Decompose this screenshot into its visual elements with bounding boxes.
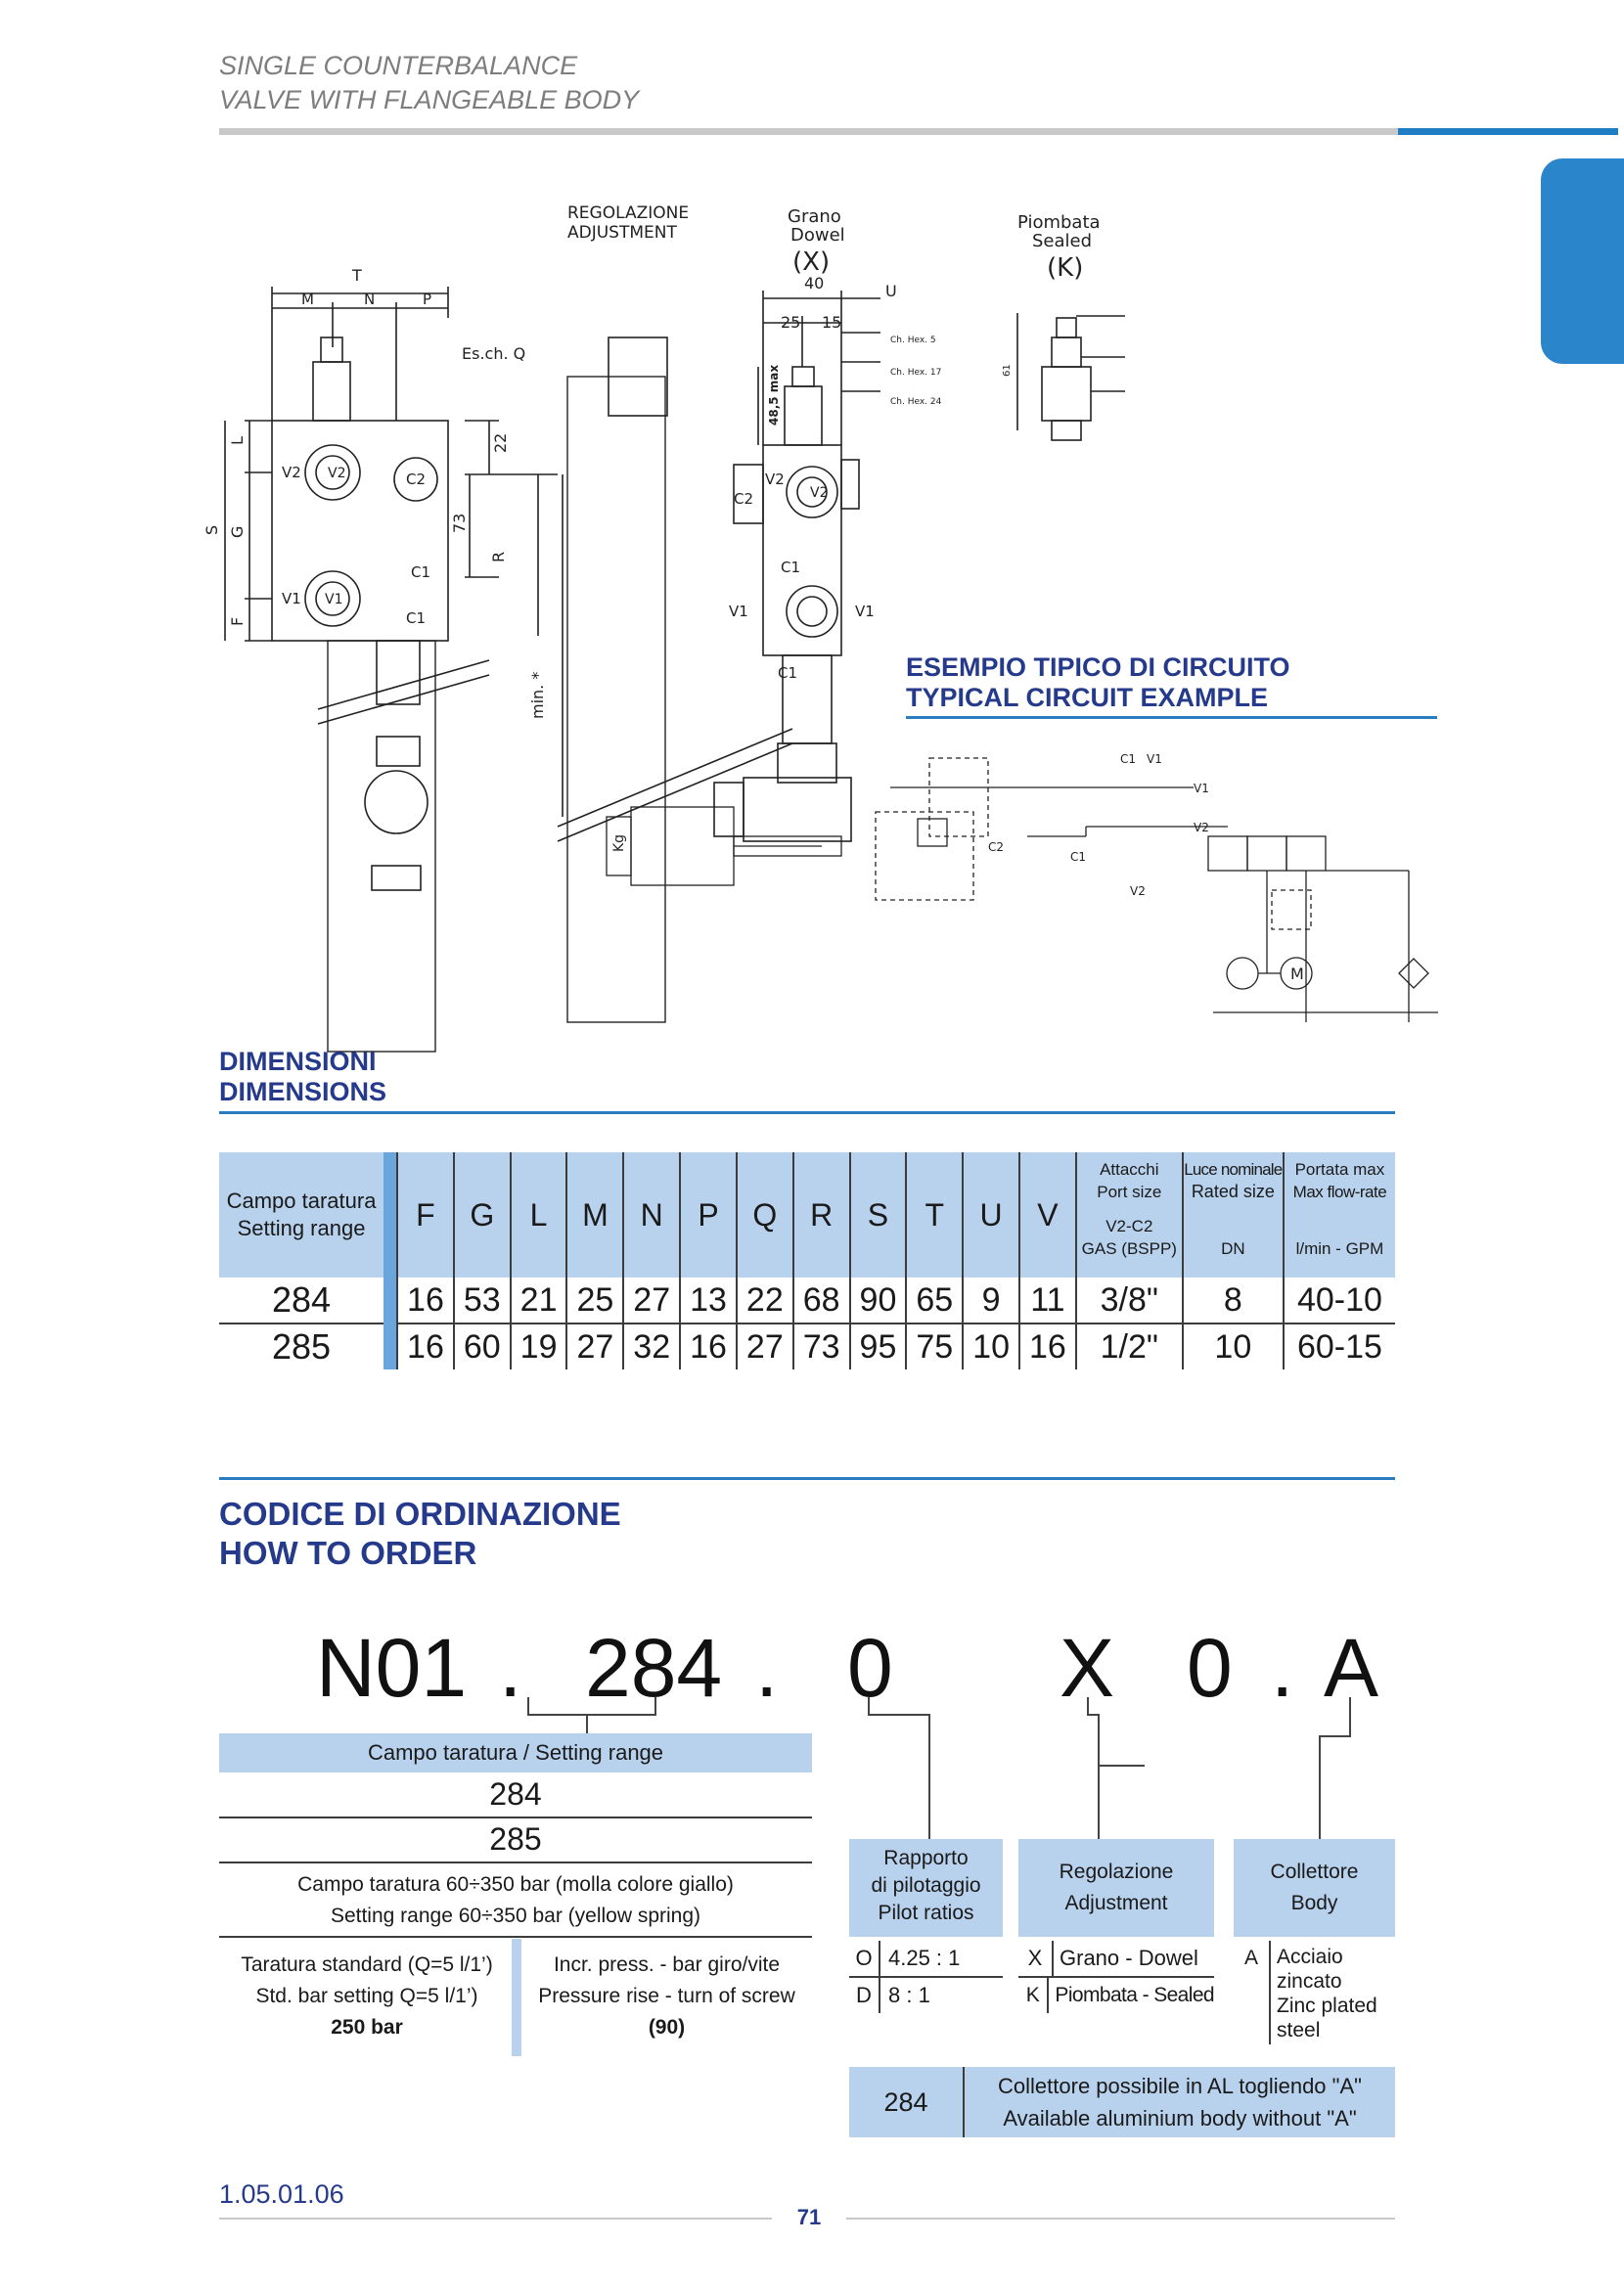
note-code: 284 (849, 2067, 965, 2137)
code-pilot: 0 (847, 1622, 893, 1714)
cell-q: 27 (737, 1323, 793, 1369)
code-adjustment: X (1060, 1622, 1115, 1714)
col-p: P (680, 1152, 737, 1278)
adjustment-header-it: Regolazione (1059, 1861, 1174, 1883)
svg-text:25: 25 (781, 313, 801, 332)
dimensions-rule (219, 1111, 1395, 1114)
col-n: N (623, 1152, 680, 1278)
svg-text:61: 61 (1002, 364, 1013, 377)
spring-note-it: Campo taratura 60÷350 bar (molla colore giallo) (297, 1873, 734, 1896)
range-header-it: Campo taratura (226, 1189, 377, 1213)
footer-rule-left (219, 2218, 772, 2220)
dn-header-it: Luce nominale (1184, 1160, 1283, 1179)
svg-text:V1: V1 (282, 590, 301, 607)
row-code: 284 (219, 1278, 383, 1323)
list-item (849, 1941, 1003, 1978)
svg-text:V1: V1 (855, 603, 875, 620)
col-f: F (397, 1152, 454, 1278)
svg-text:73: 73 (450, 513, 469, 533)
svg-text:C1: C1 (1120, 752, 1137, 766)
pressure-rise (521, 1950, 812, 2043)
adjustment-header (1018, 1839, 1214, 1937)
range-value-285: 285 (489, 1821, 542, 1857)
range-header-bar: Campo taratura / Setting range (219, 1733, 812, 1772)
svg-text:Ch. Hex. 24: Ch. Hex. 24 (890, 397, 942, 407)
cell-s: 95 (850, 1323, 907, 1369)
body-value-l1: Acciaio (1277, 1946, 1343, 1968)
spring-note (219, 1869, 812, 1932)
cell-r: 68 (793, 1278, 850, 1323)
list-item (1018, 1941, 1214, 1978)
row-code: 285 (271, 1326, 332, 1367)
header-rule (219, 128, 1398, 135)
spring-note-en: Setting range 60÷350 bar (yellow spring) (330, 1905, 701, 1927)
pilot-key: D (849, 1978, 880, 2013)
svg-text:M: M (301, 291, 314, 308)
svg-text:F: F (228, 616, 247, 626)
body-row (1234, 1941, 1395, 2044)
cell-p: 16 (680, 1323, 737, 1369)
svg-text:V1: V1 (325, 592, 343, 607)
dowel-label-en: Dowel (790, 225, 845, 246)
header-line-1: SINGLE COUNTERBALANCE (219, 51, 578, 80)
svg-text:C1: C1 (781, 559, 801, 576)
svg-text:V2: V2 (1194, 821, 1209, 834)
pilot-key: O (849, 1941, 880, 1976)
svg-text:S: S (203, 524, 221, 535)
svg-text:V2: V2 (328, 466, 346, 481)
svg-text:V2: V2 (765, 471, 785, 488)
cell-g: 60 (454, 1323, 511, 1369)
body-value-l4: steel (1277, 2019, 1321, 2041)
circuit-rule (906, 716, 1437, 719)
svg-text:C1: C1 (406, 609, 427, 627)
col-t: T (906, 1152, 963, 1278)
pressure-rise-value: (90) (648, 2016, 686, 2039)
cell-l: 21 (511, 1278, 567, 1323)
body-value (1271, 1941, 1377, 2044)
order-title (219, 1495, 621, 1573)
col-m: M (566, 1152, 623, 1278)
pilot-header-l1: Rapporto (883, 1847, 969, 1869)
svg-text:C1: C1 (1070, 850, 1087, 864)
sealed-label-it: Piombata (1017, 212, 1101, 233)
sealed-code: (K) (1047, 253, 1084, 283)
std-setting (219, 1950, 515, 2043)
body-header-it: Collettore (1270, 1861, 1359, 1883)
svg-text:N: N (364, 291, 376, 308)
technical-drawing (205, 201, 1467, 1032)
adjustment-key: K (1018, 1978, 1049, 2013)
svg-text:V2: V2 (810, 485, 829, 501)
footer-reference: 1.05.01.06 (219, 2179, 344, 2209)
range-divider (219, 1936, 812, 1938)
dowel-code: (X) (792, 247, 831, 277)
adjustment-header-en: Adjustment (1064, 1892, 1168, 1914)
cell-u: 10 (963, 1323, 1019, 1369)
std-setting-en: Std. bar setting Q=5 l/1’) (255, 1985, 478, 2007)
code-body: A (1324, 1622, 1379, 1714)
pressure-rise-en: Pressure rise - turn of screw (538, 1985, 795, 2007)
row-separator (383, 1323, 397, 1369)
flow-header-sub: l/min - GPM (1295, 1239, 1384, 1258)
range-divider (219, 1862, 812, 1863)
cell-r: 73 (793, 1323, 850, 1369)
col-v: V (1019, 1152, 1076, 1278)
svg-text:C1: C1 (778, 664, 798, 682)
header-separator (383, 1152, 397, 1278)
pilot-header (849, 1839, 1003, 1937)
cell-u: 9 (963, 1278, 1019, 1323)
table-row (219, 1278, 1395, 1323)
std-setting-it: Taratura standard (Q=5 l/1’) (241, 1953, 493, 1976)
flow-header-en: Max flow-rate (1292, 1183, 1387, 1201)
cell-f: 16 (397, 1323, 454, 1369)
adjustment-value: Piombata - Sealed (1055, 1984, 1214, 2006)
svg-text:min. *: min. * (528, 671, 547, 719)
list-item (1018, 1978, 1214, 2013)
order-title-en: HOW TO ORDER (219, 1535, 477, 1571)
note-text-it: Collettore possibile in AL togliendo "A" (998, 2074, 1362, 2098)
col-u: U (963, 1152, 1019, 1278)
circuit-title-it: ESEMPIO TIPICO DI CIRCUITO (906, 652, 1290, 682)
adjustment-key: X (1018, 1941, 1054, 1976)
svg-text:15: 15 (822, 313, 842, 332)
svg-text:U: U (885, 282, 897, 300)
code-dot: . (755, 1622, 779, 1714)
col-rated-size (1183, 1152, 1284, 1278)
svg-text:22: 22 (491, 432, 510, 453)
cell-v: 11 (1019, 1278, 1076, 1323)
cell-t: 75 (906, 1323, 963, 1369)
col-port-size (1076, 1152, 1183, 1278)
sealed-label-en: Sealed (1032, 231, 1093, 251)
svg-text:T: T (352, 266, 362, 285)
dimensions-title (219, 1047, 386, 1107)
dowel-label-it: Grano (788, 206, 841, 227)
cell-port: 3/8" (1076, 1278, 1183, 1323)
code-range: 284 (585, 1622, 723, 1714)
dimensions-header-row (219, 1152, 1395, 1278)
cell-port: 1/2" (1076, 1323, 1183, 1369)
page-header (219, 49, 639, 117)
body-key: A (1234, 1941, 1271, 2044)
range-header-en: Setting range (237, 1216, 366, 1240)
dimensions-title-it: DIMENSIONI (219, 1047, 377, 1076)
cell-s: 90 (850, 1278, 907, 1323)
page-number: 71 (796, 2205, 822, 2229)
cell-l: 19 (511, 1323, 567, 1369)
range-separator (512, 1939, 521, 2056)
adjustment-rows (1018, 1941, 1214, 2013)
dimensions-table (219, 1152, 1395, 1369)
pilot-header-l3: Pilot ratios (878, 1902, 974, 1924)
svg-text:V2: V2 (282, 464, 301, 481)
table-row (219, 1323, 1395, 1369)
port-header-en: Port size (1097, 1183, 1162, 1201)
row-separator (383, 1278, 397, 1323)
svg-text:L: L (228, 436, 247, 445)
svg-text:P: P (423, 291, 432, 308)
header-rule-accent (1398, 128, 1618, 135)
cell-dn: 8 (1183, 1278, 1284, 1323)
section-tab (1541, 158, 1624, 364)
cell-f: 16 (397, 1278, 454, 1323)
note-text-en: Available aluminium body without "A" (1003, 2106, 1357, 2131)
adjust-label-en: ADJUSTMENT (567, 223, 677, 243)
adjust-screw (321, 337, 342, 362)
body-value-l2: zincato (1277, 1970, 1342, 1993)
col-q: Q (737, 1152, 793, 1278)
cell-n: 32 (623, 1323, 680, 1369)
circuit-title-en: TYPICAL CIRCUIT EXAMPLE (906, 683, 1269, 712)
adjust-nut (313, 362, 350, 421)
svg-text:V1: V1 (1194, 782, 1209, 795)
cell-v: 16 (1019, 1323, 1076, 1369)
body-header-en: Body (1290, 1892, 1338, 1914)
pilot-rows (849, 1941, 1003, 2013)
cell-dn: 10 (1183, 1323, 1284, 1369)
port-header-sub1: V2-C2 (1105, 1217, 1153, 1235)
cell-n: 27 (623, 1278, 680, 1323)
svg-text:V1: V1 (1147, 752, 1162, 766)
order-title-it: CODICE DI ORDINAZIONE (219, 1496, 621, 1532)
svg-text:Ch. Hex. 17: Ch. Hex. 17 (890, 368, 942, 378)
circuit-diagram (607, 758, 1438, 1022)
adjust-label-it: REGOLAZIONE (567, 203, 690, 223)
port-header-it: Attacchi (1100, 1160, 1159, 1179)
svg-text:C2: C2 (406, 471, 427, 488)
code-option: 0 (1187, 1622, 1233, 1714)
hex-label: Ch. Hex. 5 (890, 336, 936, 345)
cell-flow: 40-10 (1284, 1278, 1395, 1323)
aluminium-note (849, 2067, 1395, 2137)
cylinder-side (567, 377, 665, 1022)
svg-text:40: 40 (804, 274, 825, 292)
cell-flow: 60-15 (1284, 1323, 1395, 1369)
code-dot: . (1271, 1622, 1294, 1714)
pilot-value: 4.25 : 1 (888, 1946, 961, 1970)
footer-rule-right (846, 2218, 1395, 2220)
motor-label: M (1290, 965, 1304, 983)
cell-t: 65 (906, 1278, 963, 1323)
list-item (849, 1978, 1003, 2013)
order-rule (219, 1477, 1395, 1480)
svg-text:V1: V1 (729, 603, 748, 620)
svg-text:C1: C1 (411, 563, 431, 581)
note-text (965, 2067, 1395, 2137)
col-r: R (793, 1152, 850, 1278)
svg-text:G: G (228, 525, 247, 538)
valve-body-front (272, 421, 448, 641)
body-value-l3: Zinc plated (1277, 1995, 1377, 2017)
col-max-flow (1284, 1152, 1395, 1278)
svg-text:R: R (489, 551, 508, 562)
dimensions-title-en: DIMENSIONS (219, 1077, 387, 1106)
cell-m: 27 (566, 1323, 623, 1369)
std-setting-value: 250 bar (331, 2016, 403, 2039)
svg-text:V2: V2 (1130, 884, 1146, 898)
code-series: N01 (316, 1622, 468, 1714)
svg-text:Kg: Kg (611, 833, 627, 852)
cell-p: 13 (680, 1278, 737, 1323)
pressure-rise-it: Incr. press. - bar giro/vite (553, 1953, 781, 1976)
adjustment-value: Grano - Dowel (1060, 1946, 1198, 1970)
cell-m: 25 (566, 1278, 623, 1323)
col-g: G (454, 1152, 511, 1278)
pilot-header-l2: di pilotaggio (871, 1874, 981, 1897)
body-header (1234, 1839, 1395, 1937)
svg-text:C2: C2 (988, 840, 1005, 854)
svg-text:48,5 max: 48,5 max (767, 364, 781, 426)
col-l: L (511, 1152, 567, 1278)
code-dot: . (499, 1622, 522, 1714)
col-s: S (850, 1152, 907, 1278)
dn-header-en: Rated size (1191, 1182, 1275, 1201)
circuit-title (906, 652, 1290, 713)
cell-g: 53 (454, 1278, 511, 1323)
cell-q: 22 (737, 1278, 793, 1323)
flow-header-it: Portata max (1294, 1160, 1385, 1179)
pilot-value: 8 : 1 (888, 1983, 930, 2007)
svg-text:Es.ch. Q: Es.ch. Q (462, 344, 526, 363)
svg-text:C2: C2 (734, 490, 754, 508)
range-header (219, 1152, 383, 1278)
range-value-284: 284 (489, 1776, 542, 1812)
dn-header-sub: DN (1221, 1239, 1245, 1258)
port-header-sub2: GAS (BSPP) (1081, 1239, 1177, 1258)
header-line-2: VALVE WITH FLANGEABLE BODY (219, 85, 640, 114)
